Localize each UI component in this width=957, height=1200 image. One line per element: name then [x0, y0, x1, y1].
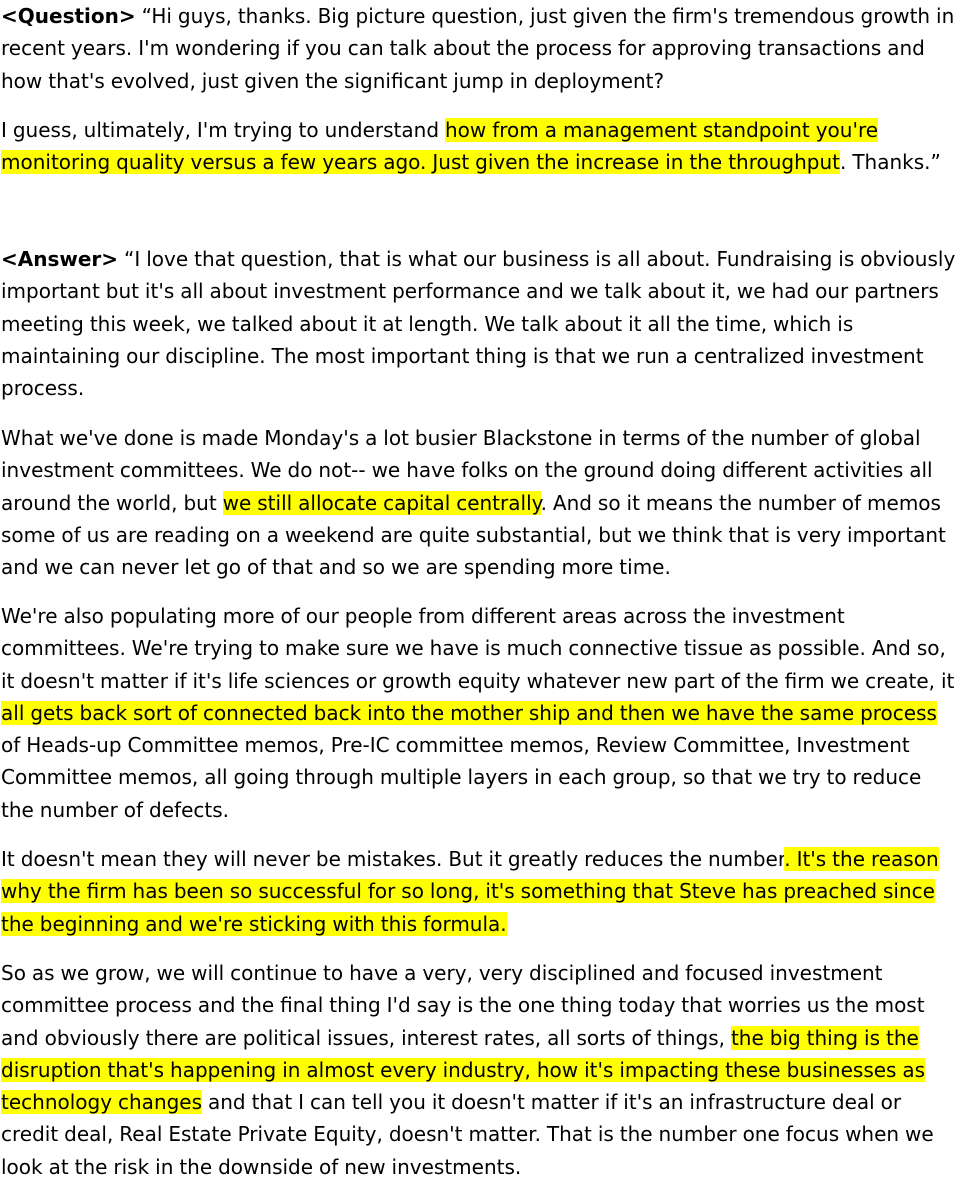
question-paragraph-1 [1, 0, 956, 97]
answer-paragraph-5 [1, 957, 956, 1183]
answer-text-4-before: It doesn't mean they will never be mistakes. But it greatly reduces the number [1, 847, 785, 871]
answer-text-3-before: We're also populating more of our people from different areas across the investment committees. We're trying to make sure we have is much connective tissue as possible. And so, it doesn't matter if it's life sciences or growth equity whatever new part of the firm we create, it [1, 604, 955, 693]
question-text-2-after: . Thanks.” [840, 150, 941, 175]
answer-label: <Answer> [1, 247, 119, 271]
answer-highlight-4: the big thing is the disruption that's happening in almost every industry, how it's impacting these businesses as technology changes [1, 1025, 926, 1115]
answer-text-5-after: and that I can tell you it doesn't matter if it's an infrastructure deal or credit deal, Real Estate Private Equity, doesn't matter. That is the number one focus when we look at the risk in the downside of new investments. [1, 1090, 934, 1179]
answer-highlight-2: all gets back sort of connected back into the mother ship and then we have the same process [1, 700, 937, 725]
answer-highlight-3: . It's the reason why the firm has been so successful for so long, it's something that Steve has preached since the beginning and we're sticking with this formula. [1, 847, 939, 936]
question-paragraph-2 [1, 114, 956, 179]
question-text-2-before: I guess, ultimately, I'm trying to understand [1, 118, 445, 142]
answer-highlight-1: we still allocate capital centrally [222, 490, 541, 515]
answer-text-2-after: . And so it means the number of memos some of us are reading on a weekend are quite substantial, but we think that is very important and we can never let go of that and so we are spending more time. [1, 490, 946, 580]
question-text-1: “Hi guys, thanks. Big picture question, just given the firm's tremendous growth in recent years. I'm wondering if you can talk about the process for approving transactions and how that's evolved, just given the significant jump in deployment? [1, 4, 955, 93]
question-label: <Question> [1, 4, 136, 28]
answer-paragraph-3 [1, 600, 956, 826]
question-highlight-1: how from a management standpoint you're monitoring quality versus a few years ago. Just given the increase in the throughput [1, 118, 879, 175]
answer-text-1: “I love that question, that is what our business is all about. Fundraising is obviously important but it's all about investment performance and we talk about it, we had our partners meeting this week, we talked about it at length. We talk about it all the time, which is maintaining our discipline. The most important thing is that we run a centralized investment process. [1, 247, 956, 401]
answer-paragraph-4 [1, 843, 956, 940]
answer-text-5-before: So as we grow, we will continue to have a very, very disciplined and focused investment committee process and the final thing I'd say is the one thing today that worries us the most and obviously there are political issues, interest rates, all sorts of things, [1, 961, 925, 1050]
answer-text-2-before: What we've done is made Monday's a lot busier Blackstone in terms of the number of global investment committees. We do not-- we have folks on the ground doing different activities all around the world, but [1, 426, 933, 515]
answer-text-3-after: of Heads-up Committee memos, Pre-IC committee memos, Review Committee, Investment Committee memos, all going through multiple layers in each group, so that we try to reduce the number of defects. [1, 733, 922, 822]
answer-paragraph-1 [1, 243, 956, 404]
answer-paragraph-2 [1, 422, 956, 583]
